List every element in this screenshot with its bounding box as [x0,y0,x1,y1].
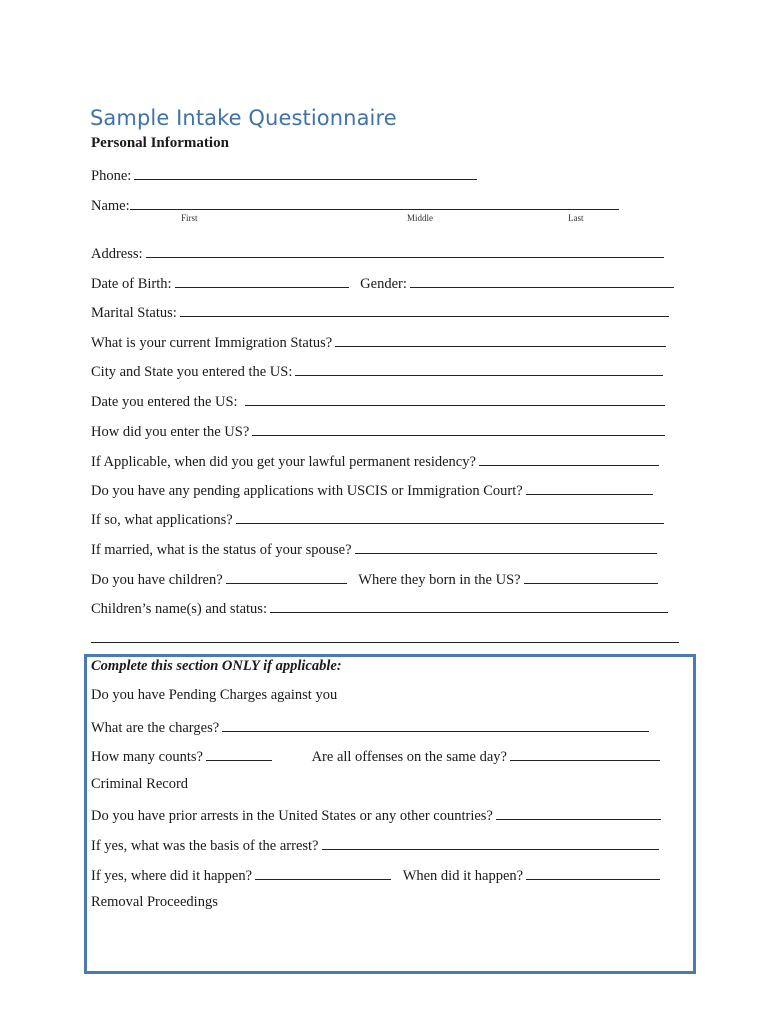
prior-arrests-row [91,805,661,825]
phone-row [91,165,477,185]
basis-arrest-field[interactable] [322,835,659,850]
which-apps-field[interactable] [236,509,664,524]
same-day-label: Are all offenses on the same day? [311,749,507,765]
page-title: Sample Intake Questionnaire [90,106,397,130]
when-happen-field[interactable] [526,865,660,880]
name-middle-caption: Middle [407,213,433,223]
pending-apps-row [91,480,653,500]
name-first-caption: First [181,213,198,223]
dob-gender-row [91,273,674,293]
counts-row [91,746,660,766]
city-state-row [91,361,663,381]
same-day-field[interactable] [510,746,660,761]
when-happen-label: When did it happen? [402,868,524,884]
removal-proceedings-label: Removal Proceedings [91,894,218,910]
children-born-label: Where they born in the US? [358,572,521,588]
immigration-status-label: What is your current Immigration Status? [91,335,333,351]
criminal-section-heading: Complete this section ONLY if applicable: [91,658,342,674]
how-entered-field[interactable] [252,421,665,436]
which-apps-label: If so, what applications? [91,512,233,528]
criminal-record-label: Criminal Record [91,776,189,792]
city-state-field[interactable] [295,361,663,376]
phone-field[interactable] [134,165,477,180]
date-entered-field[interactable] [245,391,665,406]
gender-label: Gender: [360,276,407,292]
spouse-status-label: If married, what is the status of your spouse? [91,542,352,558]
children-born-field[interactable] [524,569,658,584]
name-field[interactable] [130,195,619,210]
immigration-status-row [91,332,666,352]
children-label: Do you have children? [91,572,223,588]
spouse-status-field[interactable] [355,539,657,554]
date-entered-label: Date you entered the US: [91,394,238,410]
basis-arrest-label: If yes, what was the basis of the arrest? [91,838,319,854]
how-entered-label: How did you enter the US? [91,424,250,440]
section-heading-personal: Personal Information [91,135,229,151]
name-label: Name: [91,198,130,214]
how-entered-row [91,421,665,441]
phone-label: Phone: [91,168,132,184]
address-row [91,243,664,263]
children-field[interactable] [226,569,347,584]
what-charges-field[interactable] [222,717,649,732]
lpr-field[interactable] [479,451,659,466]
immigration-status-field[interactable] [335,332,666,347]
what-charges-label: What are the charges? [91,720,220,736]
name-row [91,195,619,215]
marital-field[interactable] [180,302,669,317]
children-names-label: Children’s name(s) and status: [91,601,267,617]
where-happen-field[interactable] [255,865,391,880]
children-names-row [91,598,668,618]
spouse-status-row [91,539,657,559]
where-happen-label: If yes, where did it happen? [91,868,253,884]
where-when-row [91,865,660,885]
basis-arrest-row [91,835,659,855]
pending-charges-label: Do you have Pending Charges against you [91,687,338,703]
address-field[interactable] [146,243,664,258]
children-row [91,569,658,589]
name-last-caption: Last [568,213,584,223]
what-charges-row [91,717,649,737]
dob-label: Date of Birth: [91,276,172,292]
dob-field[interactable] [175,273,349,288]
address-label: Address: [91,246,143,262]
prior-arrests-label: Do you have prior arrests in the United States or any other countries? [91,808,493,824]
which-apps-row [91,509,664,529]
lpr-label: If Applicable, when did you get your lawful permanent residency? [91,454,476,470]
prior-arrests-field[interactable] [496,805,661,820]
gender-field[interactable] [410,273,674,288]
lpr-row [91,451,659,471]
children-names-field[interactable] [270,598,668,613]
pending-apps-label: Do you have any pending applications with USCIS or Immigration Court? [91,483,523,499]
how-many-counts-field[interactable] [206,746,272,761]
date-entered-row [91,391,665,411]
children-names-extra-line[interactable] [91,642,679,643]
marital-row [91,302,669,322]
how-many-counts-label: How many counts? [91,749,203,765]
pending-apps-field[interactable] [526,480,653,495]
marital-label: Marital Status: [91,305,177,321]
city-state-label: City and State you entered the US: [91,364,293,380]
